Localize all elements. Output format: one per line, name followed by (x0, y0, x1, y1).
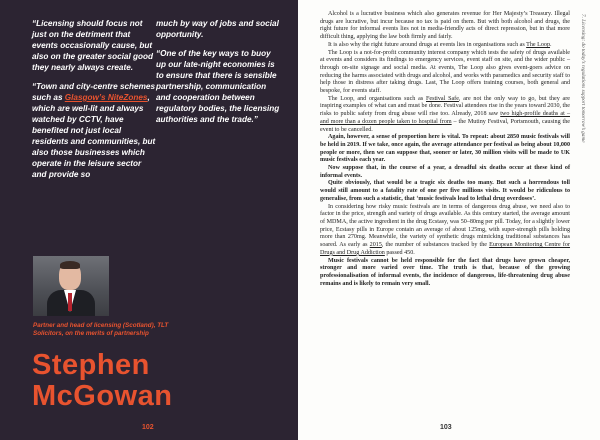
author-first-name: Stephen (32, 349, 150, 381)
page-number-left: 102 (142, 424, 154, 431)
article-paragraph (320, 134, 570, 165)
pull-quote: “One of the key ways to buoy up our late-night economies is to ensure that there is sensible partnership, communication and cooperation between regulatory bodies, the licensing authorities and the trade.” (156, 49, 280, 124)
running-head: 7. Licensing: do today’s regulations support tomorrow’s game (580, 14, 586, 143)
pull-quote-text: “Town and city-centre schemes such as (32, 82, 155, 102)
article-text: The Loop, and organisations such as (328, 95, 426, 102)
article-link[interactable]: 2015 (369, 242, 382, 249)
article-paragraph (320, 42, 570, 50)
article-paragraph (320, 258, 570, 289)
article-paragraph (320, 165, 570, 180)
article-text: The Loop is a not-for-profit community interest company which tests the safety of drugs available at events and considers its findings to emergency services, event staff on site, and the wider public – through on-site signage and social media. At events, The Loop also gives event-goers advice on reducing the harms associated with drugs and alcohol, and works with paramedics and security staff to help those in distress after taking drugs. Last, The Loop offers training courses, both general and bespoke, for events staff. (320, 49, 571, 95)
article-text: , the number of substances tracked by the (381, 242, 490, 249)
author-bio: Partner and head of licensing (Scotland), TLT Solicitors, on the merits of partnership (33, 322, 169, 338)
pull-quote-text: , which are well-lit and always watched by CCTV, have benefited not just local residents and communities, but also those businesses which operate in the leisure sector and provide so (32, 93, 156, 179)
portrait-photo (33, 256, 109, 316)
article-text: Again, however, a sense of proportion here is vital. To repeat: about 2850 music festivals will be held in 2019. If we take, once again, the average attendance per festival as being about 10,000 people or more, then we can suppose that, sooner or later, 30 million visits will be made to UK music festivals each year. (320, 134, 570, 164)
left-page (0, 0, 298, 440)
article-text: – the Mutiny Festival, Portsmouth, causing the event to be cancelled. (320, 118, 570, 133)
page-number-right: 103 (440, 424, 452, 431)
pull-quote: much by way of jobs and social opportunity. (156, 19, 279, 39)
article-text: Music festivals cannot be held responsible for the fact that drugs have grown cheaper, stronger and more varied over time. The truth is that, because of the growing professionalisation of informal events, the incidence of dangerous, life-threatening drug abuse remains and is likely to remain very small. (320, 257, 570, 287)
article-paragraph (320, 11, 570, 42)
quote-column-1 (32, 18, 156, 188)
right-page (298, 0, 600, 440)
pull-quote: “Licensing should focus not just on the detriment that events occasionally cause, but also on the greater social good they nearly always create. (32, 19, 154, 72)
article-paragraph (320, 204, 570, 258)
article-text: In considering how risky music festivals are in terms of dangerous drug abuse, we need also to factor in the price, strength and variety of drugs available. As this century started, the average amount of MDMA, the active ingredient in the drug Ecstasy, was 50–80mg per pill. Today, for a slightly lower price, Ecstasy pills in Europe contain an average of about 125mg, with super-strength pills holding more than 270mg. Meanwhile, the variety of synthetic drugs mimicking traditional substances has soared. As early as (320, 203, 570, 249)
article-link[interactable]: two high-profile deaths at – and more than a dozen people taken to hospital from (320, 111, 570, 125)
author-last-name: McGowan (32, 380, 173, 412)
article-link[interactable]: Festival Safe (426, 95, 459, 102)
author-name (32, 350, 172, 412)
article-paragraph (320, 96, 570, 135)
article-link[interactable]: European Monitoring Centre for Drugs and Drug Addiction (320, 242, 571, 256)
article-text: , are not the only way to go, but they are inspiring examples of what can and must be done. Festival attendees rise in the years toward 2030, the risks to public safety from drug abuse will rise too. Already, 2018 saw (320, 95, 570, 118)
article-paragraph (320, 50, 570, 96)
quote-column-2 (156, 18, 280, 133)
article-text: . (550, 41, 552, 48)
article-text: passed 450. (384, 249, 415, 256)
article-text: Now suppose that, in the course of a year, a dreadful six deaths occur at these kind of informal events. (320, 165, 570, 179)
article-link[interactable]: The Loop (526, 41, 551, 48)
article-text: Quite obviously, that would be a tragic six deaths too many. But such a horrendous toll would still amount to a fatality rate of one per five millions visits. It would be ridiculous to generalise, from such a statistic, that ‘music festivals lead to lethal drug overdoses’. (320, 180, 570, 202)
article-body (320, 11, 570, 288)
pull-quote (32, 81, 156, 180)
article-paragraph (320, 180, 570, 203)
article-text: It is also why the right future around drugs at events lies in organisations such as (328, 41, 527, 48)
article-text: Alcohol is a lucrative business which also generates revenue for Her Majesty’s Treasury. Illegal drugs are lucrative, but incur because no tax is paid on them. But with both alcohol and drugs, the right future for informal events lies not in media-friendly acts of direct repression, but in that more difficult thing, applying the law both firmly and fairly. (320, 11, 570, 41)
nitezones-link[interactable]: Glasgow’s NiteZones (64, 93, 148, 102)
